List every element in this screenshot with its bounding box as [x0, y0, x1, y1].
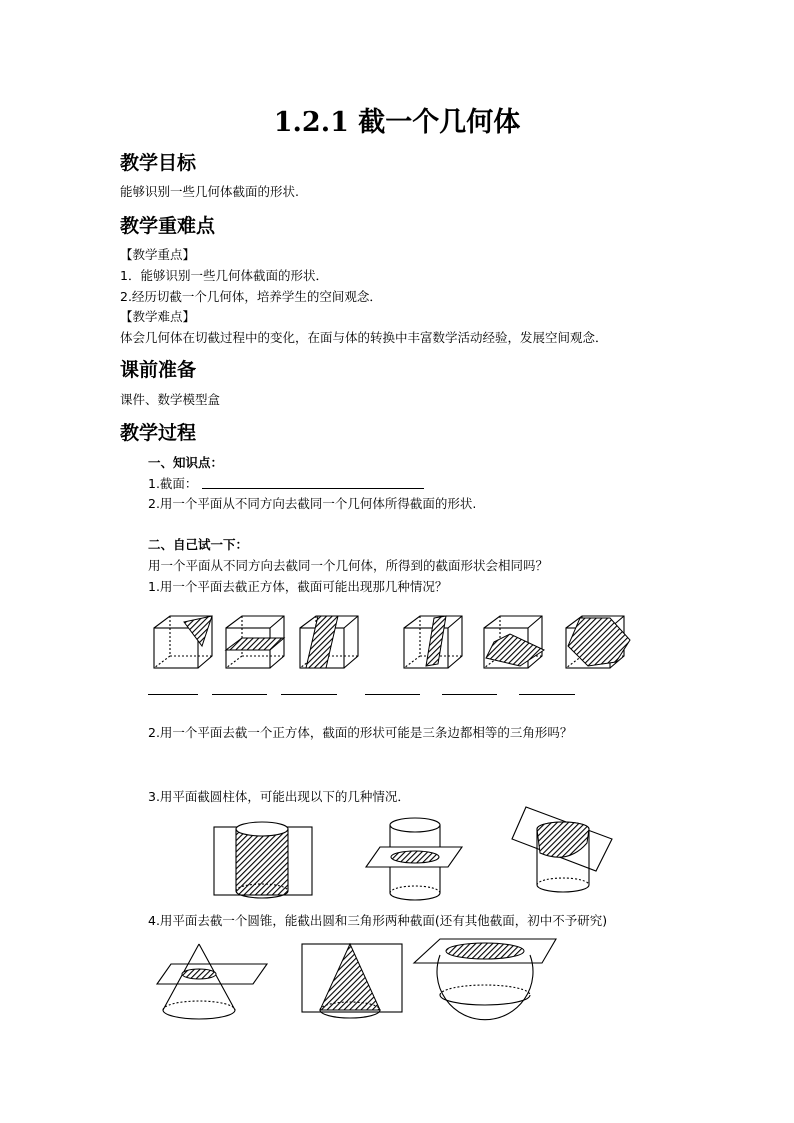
- key-item-2: 2.经历切截一个几何体，培养学生的空间观念．: [120, 289, 382, 304]
- cube-triangle-section-figure: [150, 612, 220, 672]
- section-heading-key-difficult: 教学重难点: [120, 215, 216, 237]
- page-title: 1.2.1 截一个几何体: [273, 107, 521, 138]
- cube-hexagon-section-figure: [562, 612, 634, 672]
- answer-blank: [519, 694, 575, 695]
- key-label: 【教学重点】: [120, 247, 196, 262]
- part1-label: 一、知识点：: [148, 455, 224, 470]
- cube-pentagon-section-figure: [480, 612, 550, 672]
- cube-parallelogram-section-figure: [296, 612, 366, 672]
- cube-trapezoid-section-figure: [400, 612, 470, 672]
- answer-blank: [281, 694, 337, 695]
- answer-blank: [148, 694, 198, 695]
- difficult-label: 【教学难点】: [120, 309, 196, 324]
- question-4: 4.用平面去截一个圆锥，能截出圆和三角形两种截面(还有其他截面，初中不予研究): [148, 913, 608, 928]
- cylinder-oblique-section-figure: [508, 803, 618, 903]
- cube-square-section-figure: [222, 612, 292, 672]
- question-3: 3.用平面截圆柱体，可能出现以下的几种情况．: [148, 789, 410, 804]
- part2-label: 二、自己试一下：: [148, 537, 249, 552]
- part2-intro: 用一个平面从不同方向去截同一个几何体，所得到的截面形状会相同吗？: [148, 558, 549, 573]
- question-2: 2.用一个平面去截一个正方体，截面的形状可能是三条边都相等的三角形吗？: [148, 725, 573, 740]
- cone-triangle-section-figure: [300, 940, 410, 1025]
- section-heading-goal: 教学目标: [120, 152, 197, 174]
- goal-text: 能够识别一些几何体截面的形状.: [120, 184, 299, 199]
- part1-item-1: 1.截面：: [148, 476, 198, 491]
- key-item-1: 1．能够识别一些几何体截面的形状．: [120, 268, 328, 283]
- sphere-circle-section-figure: [410, 935, 560, 1030]
- question-1: 1.用一个平面去截正方体，截面可能出现那几种情况？: [148, 579, 448, 594]
- prep-text: 课件、数学模型盒: [120, 392, 221, 407]
- answer-blank: [442, 694, 497, 695]
- part1-item-2: 2.用一个平面从不同方向去截同一个几何体所得截面的形状.: [148, 496, 477, 511]
- answer-blank: [212, 694, 267, 695]
- cylinder-circle-section-figure: [362, 815, 472, 905]
- cylinder-rectangle-section-figure: [210, 815, 320, 905]
- cone-circle-section-figure: [155, 940, 270, 1025]
- difficult-text: 体会几何体在切截过程中的变化，在面与体的转换中丰富数学活动经验，发展空间观念．: [120, 330, 608, 345]
- section-heading-prep: 课前准备: [120, 359, 197, 381]
- section-heading-process: 教学过程: [120, 422, 197, 444]
- answer-blank: [202, 488, 424, 489]
- answer-blank: [365, 694, 420, 695]
